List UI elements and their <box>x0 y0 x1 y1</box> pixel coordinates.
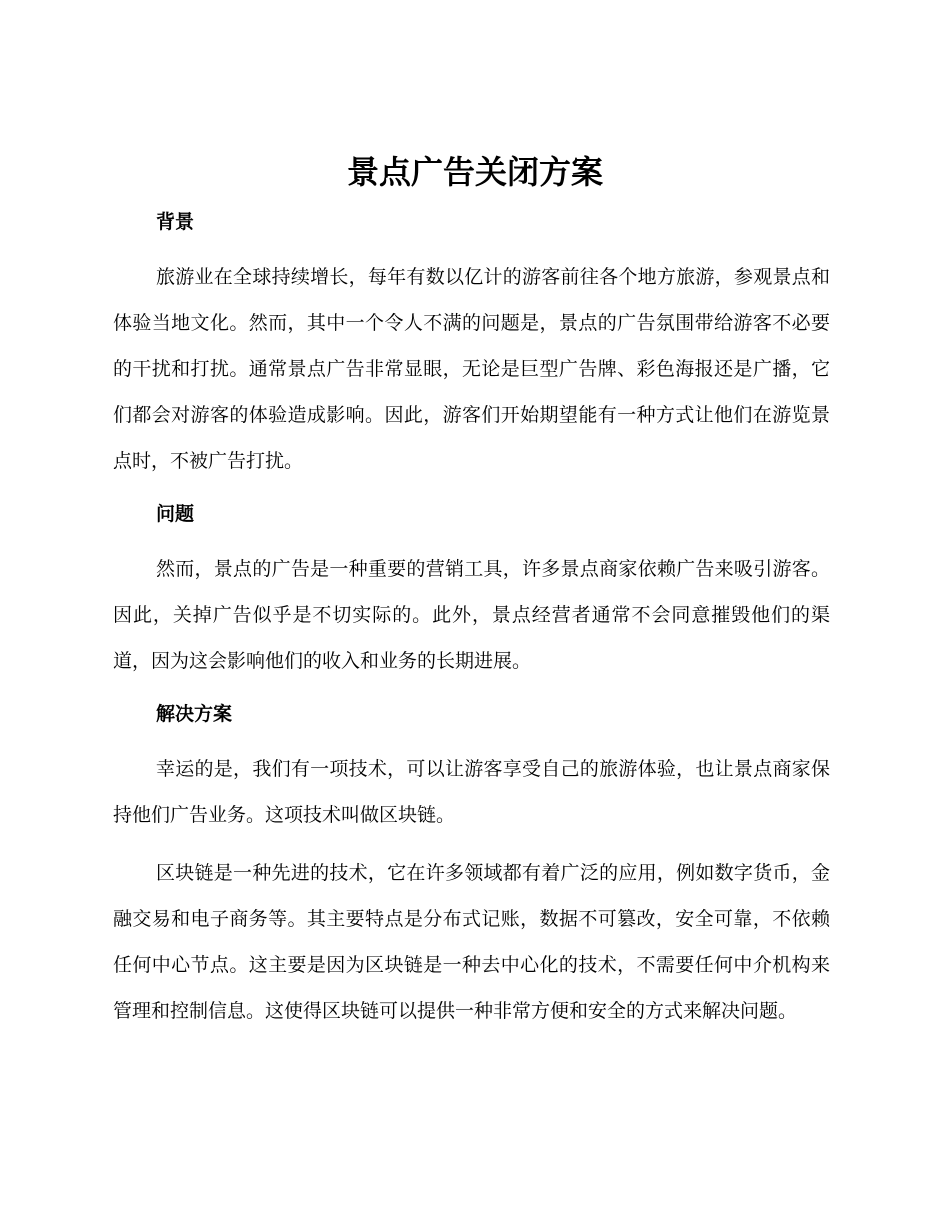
section-problem <box>113 496 830 696</box>
document-body <box>113 204 830 1034</box>
section-heading-background: 背景 <box>156 211 195 233</box>
section-heading-solution: 解决方案 <box>156 703 233 725</box>
section-solution <box>113 696 830 1034</box>
page-title: 景点广告关闭方案 <box>346 153 603 191</box>
section-background <box>113 204 830 496</box>
paragraph-problem: 然而，景点的广告是一种重要的营销工具，许多景点商家依赖广告来吸引游客。因此，关掉广告似乎是不切实际的。此外，景点经营者通常不会同意摧毁他们的渠道，因为这会影响他们的收入和业务的长期进展。 <box>113 558 830 672</box>
paragraph-solution-blockchain: 区块链是一种先进的技术，它在许多领域都有着广泛的应用，例如数字货币，金融交易和电子商务等。其主要特点是分布式记账，数据不可篡改，安全可靠，不依赖任何中心节点。这主要是因为区块链是一种去中心化的技术，不需要任何中介机构来管理和控制信息。这使得区块链可以提供一种非常方便和安全的方式来解决问题。 <box>113 862 830 1022</box>
section-heading-problem: 问题 <box>156 503 195 525</box>
paragraph-solution-intro: 幸运的是，我们有一项技术，可以让游客享受自己的旅游体验，也让景点商家保持他们广告业务。这项技术叫做区块链。 <box>113 758 830 826</box>
paragraph-background: 旅游业在全球持续增长，每年有数以亿计的游客前往各个地方旅游，参观景点和体验当地文化。然而，其中一个令人不满的问题是，景点的广告氛围带给游客不必要的干扰和打扰。通常景点广告非常显眼，无论是巨型广告牌、彩色海报还是广播，它们都会对游客的体验造成影响。因此，游客们开始期望能有一种方式让他们在游览景点时，不被广告打扰。 <box>113 266 830 472</box>
